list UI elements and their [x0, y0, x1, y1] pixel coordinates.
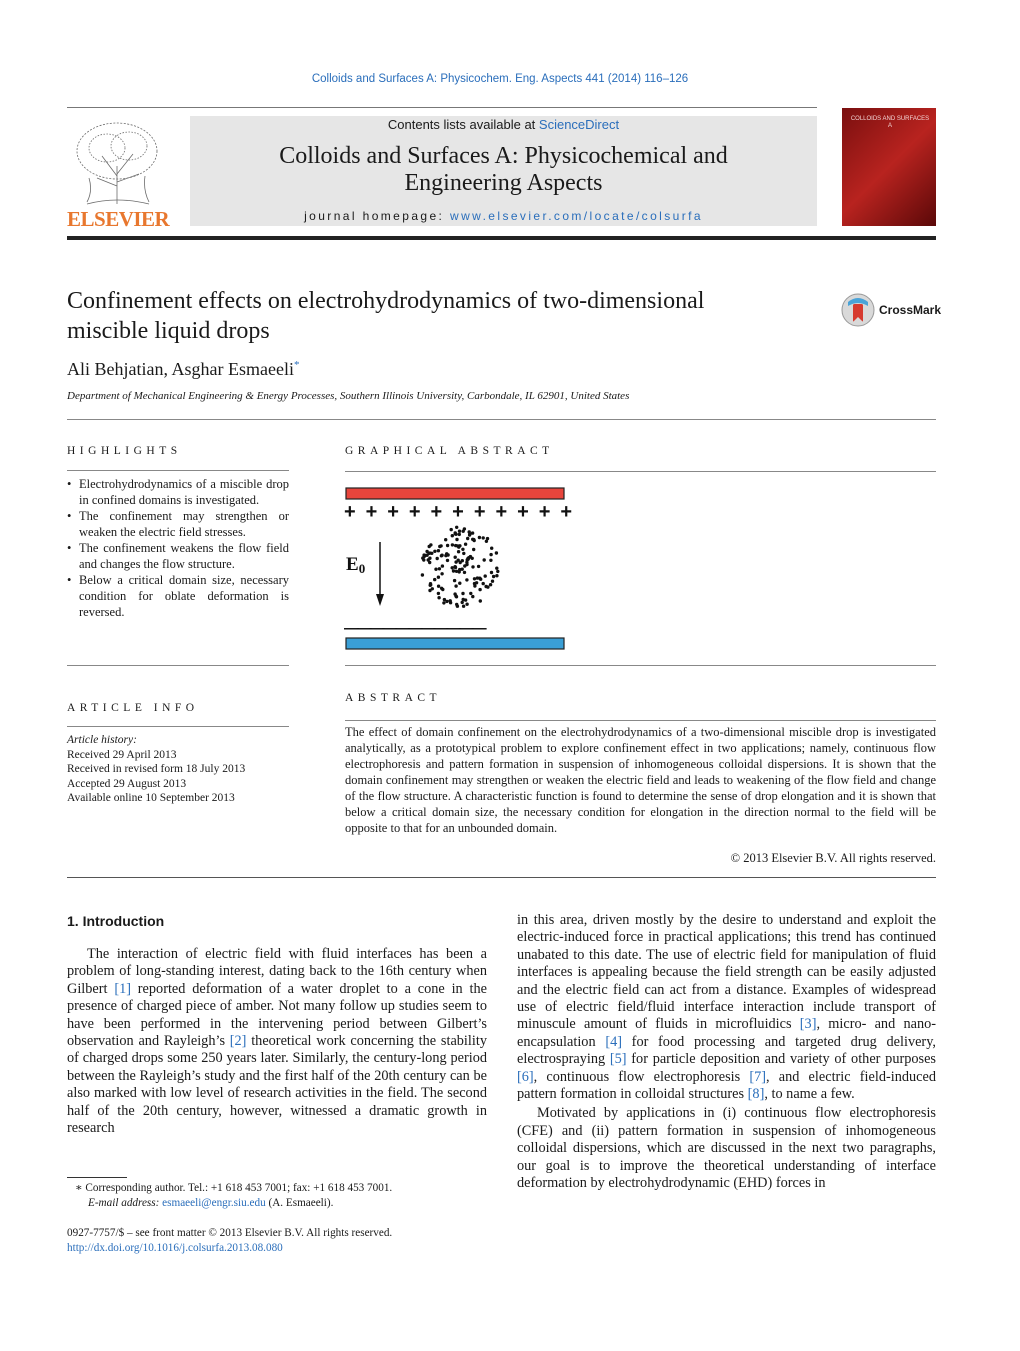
- highlights-rule-bottom: [67, 665, 289, 666]
- bottom-electrode: [346, 638, 564, 649]
- contents-line: [190, 117, 817, 132]
- text-fragment: for food processing and targeted drug delivery, electrospraying: [517, 1033, 936, 1068]
- drop-dot: [428, 589, 431, 592]
- drop-dot: [468, 530, 471, 533]
- history-label: Article history:: [67, 734, 137, 746]
- drop-dot: [473, 582, 476, 585]
- drop-dot: [482, 582, 485, 585]
- authors: [67, 359, 299, 380]
- drop-dot: [473, 539, 476, 542]
- graphical-abstract-heading: GRAPHICAL ABSTRACT: [345, 445, 554, 457]
- drop-dot: [464, 598, 467, 601]
- drop-dot: [462, 605, 465, 608]
- drop-dot: [476, 576, 479, 579]
- drop-dot: [466, 537, 469, 540]
- drop-dot: [427, 558, 430, 561]
- drop-dot: [458, 568, 461, 571]
- homepage-prefix: journal homepage:: [304, 209, 451, 223]
- drop-dot: [451, 534, 454, 537]
- drop-dot: [483, 558, 486, 561]
- intro-paragraph-3: Motivated by applications in (i) continuous flow electrophoresis (CFE) and (ii) pattern formation in suspension of inhomogeneous colloidal dispersions, which are discussed in the next two paragraphs, our goal is to improve the theoretical understanding of interface deformation by electrohydrodynamic (EHD) forces in: [517, 1105, 936, 1192]
- drop-dot: [454, 532, 457, 535]
- drop-dot: [478, 588, 481, 591]
- drop-dot: [427, 552, 430, 555]
- highlights-heading: HIGHLIGHTS: [67, 445, 182, 457]
- drop-dot: [465, 563, 468, 566]
- text-fragment: , and electric field-induced pattern formation in colloidal structures: [517, 1068, 936, 1103]
- field-symbol: E: [346, 554, 359, 575]
- drop-dot: [471, 565, 474, 568]
- field-arrow-head: [376, 594, 384, 606]
- contents-prefix: Contents lists available at: [387, 117, 539, 132]
- drop-dot: [469, 592, 472, 595]
- citation-link[interactable]: [2]: [229, 1033, 247, 1050]
- article-title-line1: Confinement effects on electrohydrodynamics of two-dimensional: [67, 288, 705, 314]
- text-fragment: E-mail address:: [88, 1197, 163, 1209]
- email-link[interactable]: esmaeeli@engr.siu.edu: [162, 1197, 266, 1209]
- article-info-rule: [67, 726, 289, 727]
- text-fragment: , to name a few.: [764, 1086, 855, 1103]
- journal-title-line2: Engineering Aspects: [404, 170, 603, 196]
- drop-dot: [437, 596, 440, 599]
- miscible-drop-dots: [421, 526, 500, 608]
- intro-paragraph-1: [67, 946, 487, 1137]
- received-date: Received 29 April 2013: [67, 748, 177, 761]
- drop-dot: [461, 601, 464, 604]
- drop-dot: [495, 567, 498, 570]
- affiliation-rule: [67, 419, 936, 420]
- field-subscript: 0: [358, 561, 366, 576]
- drop-dot: [469, 555, 472, 558]
- revised-date: Received in revised form 18 July 2013: [67, 763, 246, 775]
- drop-dot: [440, 554, 443, 557]
- online-date: Available online 10 September 2013: [67, 792, 235, 804]
- drop-dot: [422, 553, 425, 556]
- journal-homepage: [190, 209, 817, 223]
- highlight-item: • Electrohydrodynamics of a miscible drop in confined domains is investigated.: [67, 476, 289, 508]
- drop-dot: [463, 571, 466, 574]
- graphical-abstract-rule-top: [345, 471, 936, 472]
- top-electrode: [346, 488, 564, 499]
- highlight-item: • The confinement may strengthen or weaken the electric field stresses.: [67, 508, 289, 540]
- footnote: [67, 1181, 392, 1211]
- drop-dot: [459, 561, 462, 564]
- drop-dot: [495, 551, 498, 554]
- issn-block: [67, 1226, 392, 1256]
- drop-dot: [456, 605, 459, 608]
- drop-dot: [473, 577, 476, 580]
- abstract-copyright: © 2013 Elsevier B.V. All rights reserved.: [730, 851, 936, 865]
- drop-dot: [496, 570, 499, 573]
- drop-dot: [453, 579, 456, 582]
- sciencedirect-link[interactable]: ScienceDirect: [538, 117, 620, 132]
- drop-dot: [437, 549, 440, 552]
- drop-dot: [437, 592, 440, 595]
- drop-dot: [437, 576, 440, 579]
- drop-dot: [454, 584, 457, 587]
- highlight-item: • Below a critical domain size, necessary condition for oblate deformation is reversed.: [67, 572, 289, 620]
- drop-dot: [446, 559, 449, 562]
- journal-title: [190, 143, 817, 197]
- drop-dot: [446, 544, 449, 547]
- body-column-left: [67, 946, 487, 1137]
- drop-dot: [486, 585, 489, 588]
- journal-reference[interactable]: Colloids and Surfaces A: Physicochem. Eng. Aspects 441 (2014) 116–126: [311, 73, 689, 85]
- drop-dot: [438, 567, 441, 570]
- drop-dot: [440, 587, 443, 590]
- drop-dot: [452, 569, 455, 572]
- drop-dot: [472, 548, 475, 551]
- drop-dot: [482, 536, 485, 539]
- drop-dot: [484, 574, 487, 577]
- drop-dot: [490, 547, 493, 550]
- header-top-rule: [67, 107, 817, 108]
- highlights-rule-top: [67, 470, 289, 471]
- drop-dot: [421, 556, 424, 559]
- drop-dot: [433, 550, 436, 553]
- drop-dot: [450, 528, 453, 531]
- crossmark-label[interactable]: CrossMark: [879, 303, 942, 317]
- drop-dot: [421, 573, 424, 576]
- drop-dot: [458, 582, 461, 585]
- abstract-text: The effect of domain confinement on the electrohydrodynamics of a two-dimensional miscible drop is investigated analytically, as a prototypical problem to explore confinement effect in two applications; namely, continuous flow electrophoresis and pattern formation in suspension of inhomogeneous colloidal dispersions. It is shown that the domain confinement may strengthen or weaken the electric field and leads to weakening of the flow field and change of the flow structure. A characteristic function is found to determine the sense of drop elongation and it is shown that below a critical domain size, the necessary condition for elongation in the direction normal to the field will be opposite to that for an unbounded domain.: [345, 725, 936, 835]
- drop-dot: [477, 565, 480, 568]
- text-fragment: , continuous flow electrophoresis: [533, 1068, 750, 1085]
- drop-dot: [443, 598, 446, 601]
- article-title: [67, 286, 807, 346]
- footnote-rule: [67, 1177, 127, 1178]
- citation-link[interactable]: [3]: [799, 1016, 817, 1033]
- affiliation: Department of Mechanical Engineering & Energy Processes, Southern Illinois University, Carbondale, IL 62901, United States: [67, 390, 630, 402]
- citation-link[interactable]: [1]: [114, 980, 131, 997]
- drop-dot: [465, 578, 468, 581]
- article-history: [67, 733, 245, 806]
- text-fragment: reported deformation of a water droplet to a cone in the presence of charged piece of amber. Not many follow up studies seem to have been performed in the intervening period between Gilbert’s observation and Rayleigh’s: [67, 980, 487, 1050]
- accepted-date: Accepted 29 August 2013: [67, 777, 187, 790]
- drop-dot: [454, 594, 457, 597]
- drop-dot: [492, 575, 495, 578]
- header-thick-rule: [67, 236, 936, 240]
- plus-charges: + + + + + + + + + + +: [344, 501, 575, 523]
- drop-dot: [457, 545, 460, 548]
- drop-dot: [491, 580, 494, 583]
- highlights-list: [67, 476, 289, 620]
- drop-dot: [434, 568, 437, 571]
- drop-dot: [457, 550, 460, 553]
- crossmark-icon[interactable]: [840, 292, 876, 328]
- drop-dot: [495, 574, 498, 577]
- drop-dot: [485, 540, 488, 543]
- drop-dot: [462, 530, 465, 533]
- corresponding-author-mark[interactable]: *: [293, 359, 300, 371]
- body-separator-rule: [67, 877, 936, 878]
- citation-link[interactable]: [8]: [747, 1086, 765, 1103]
- citation-link[interactable]: [5]: [609, 1051, 627, 1068]
- drop-dot: [441, 564, 444, 567]
- drop-dot: [458, 533, 461, 536]
- drop-dot: [436, 557, 439, 560]
- drop-dot: [489, 553, 492, 556]
- drop-dot: [478, 536, 481, 539]
- body-column-right: [517, 912, 936, 1193]
- drop-dot: [451, 543, 454, 546]
- journal-title-line1: Colloids and Surfaces A: Physicochemical and: [279, 143, 728, 169]
- drop-dot: [440, 572, 443, 575]
- doi-link[interactable]: http://dx.doi.org/10.1016/j.colsurfa.2013.08.080: [67, 1242, 283, 1254]
- drop-dot: [444, 538, 447, 541]
- introduction-heading: 1. Introduction: [67, 913, 165, 929]
- text-fragment: theoretical work concerning the stability of charged drops some 250 years later. Similarly, the century-long period between the Rayleigh’s study and the first half of the 20th century can be also marked with low level of research activities in the field. The second half of the 20th century, however, witnessed a dramatic growth in research: [67, 1033, 487, 1137]
- drop-dot: [433, 578, 436, 581]
- field-label: [346, 554, 365, 576]
- drop-dot: [479, 599, 482, 602]
- drop-dot: [442, 601, 445, 604]
- drop-dot: [429, 582, 432, 585]
- drop-dot: [455, 526, 458, 529]
- drop-dot: [429, 543, 432, 546]
- drop-dot: [461, 548, 464, 551]
- elsevier-wordmark[interactable]: ELSEVIER: [67, 207, 170, 231]
- author-names: Ali Behjatian, Asghar Esmaeeli: [67, 359, 294, 379]
- drop-dot: [449, 599, 452, 602]
- abstract-rule: [345, 720, 936, 721]
- email-note: [67, 1196, 392, 1211]
- abstract-heading: ABSTRACT: [345, 692, 442, 704]
- drop-dot: [461, 592, 464, 595]
- drop-dot: [464, 543, 467, 546]
- drop-dot: [454, 556, 457, 559]
- drop-dot: [437, 585, 440, 588]
- graphical-abstract-rule-bottom: [345, 665, 936, 666]
- drop-dot: [489, 559, 492, 562]
- homepage-link[interactable]: www.elsevier.com/locate/colsurfa: [450, 209, 703, 223]
- drop-dot: [468, 533, 471, 536]
- text-fragment: for particle deposition and variety of other purposes: [626, 1051, 936, 1068]
- corresponding-author-note: ∗ Corresponding author. Tel.: +1 618 453 7001; fax: +1 618 453 7001.: [75, 1182, 393, 1194]
- article-info-heading: ARTICLE INFO: [67, 702, 199, 714]
- text-fragment: in this area, driven mostly by the desire to understand and exploit the electric-induced force in practical applications; this trend has continued unabated to this date. The use of electric field for manipulation of fluid interfaces is appealing because the field strength can be easily adjusted and the electric field can act from a distance. Examples of widespread use of electric field/fluid interface interaction include transport of minuscule amount of fluids in microfluidics: [517, 912, 936, 1033]
- text-fragment: (A. Esmaeeli).: [265, 1197, 334, 1209]
- drop-dot: [471, 595, 474, 598]
- drop-dot: [465, 603, 468, 606]
- citation-link[interactable]: [4]: [605, 1033, 622, 1050]
- text-fragment: , micro- and nano-encapsulation: [517, 1016, 937, 1050]
- highlight-item: • The confinement weakens the flow field and changes the flow structure.: [67, 540, 289, 572]
- drop-dot: [455, 570, 458, 573]
- text-fragment: The interaction of electric field with fluid interfaces has been a problem of long-standing interest, dating back to the 16th century when Gilbert: [67, 946, 487, 997]
- drop-dot: [453, 565, 456, 568]
- article-title-line2: miscible liquid drops: [67, 318, 270, 344]
- citation-link[interactable]: [6]: [517, 1068, 534, 1085]
- drop-dot: [490, 571, 493, 574]
- drop-dot: [489, 583, 492, 586]
- intro-paragraph-2: [517, 912, 936, 1103]
- drop-dot: [445, 552, 448, 555]
- issn-line: 0927-7757/$ – see front matter © 2013 Elsevier B.V. All rights reserved.: [67, 1227, 393, 1239]
- citation-link[interactable]: [7]: [749, 1068, 767, 1085]
- drop-dot: [462, 552, 465, 555]
- cover-title: COLLOIDS AND SURFACES A: [850, 116, 930, 129]
- drop-dot: [451, 566, 454, 569]
- graphical-abstract-figure: [340, 480, 580, 655]
- minus-charges: — — — — — — — — — — —: [344, 620, 484, 637]
- drop-dot: [455, 538, 458, 541]
- drop-dot: [458, 530, 461, 533]
- drop-dot: [438, 545, 441, 548]
